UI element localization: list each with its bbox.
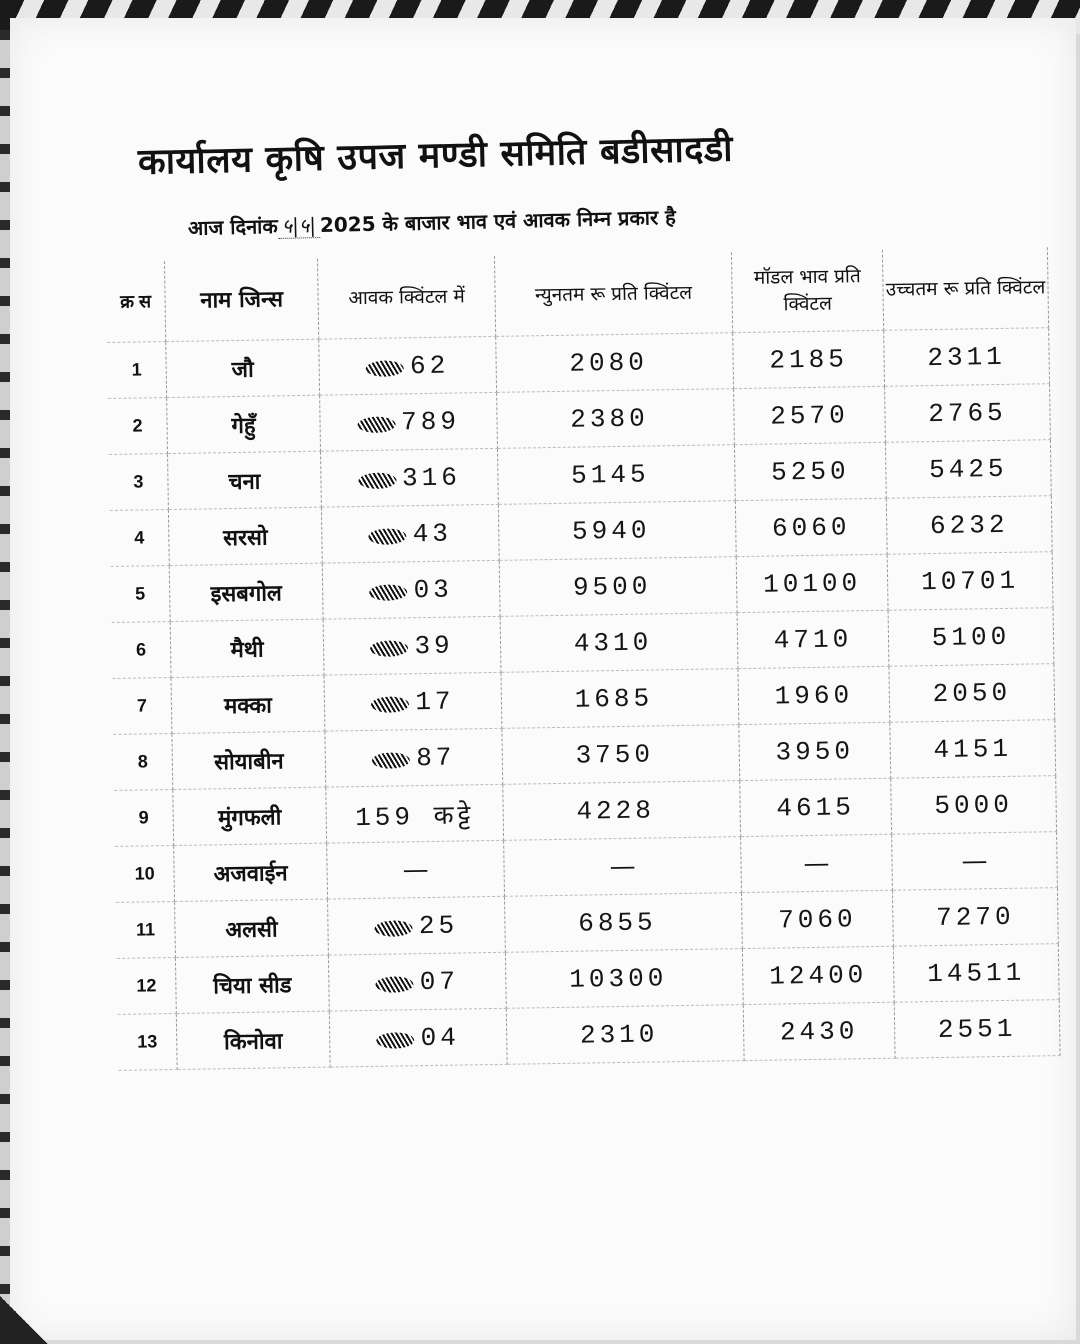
row-commodity: मैथी	[170, 619, 324, 677]
row-commodity: अलसी	[175, 899, 329, 957]
row-modal-price: 4615	[776, 791, 856, 824]
struck-out-scribble	[369, 528, 407, 545]
struck-out-scribble	[369, 584, 407, 601]
row-max-price: 10701	[920, 565, 1020, 597]
row-modal-price: 5250	[770, 455, 850, 488]
row-serial: 1	[107, 342, 166, 399]
row-serial: 10	[115, 846, 174, 903]
row-commodity: गेहुँ	[167, 395, 321, 453]
row-arrival: 25	[418, 910, 459, 941]
row-commodity: अजवाईन	[174, 843, 328, 901]
row-serial: 9	[114, 790, 173, 847]
row-arrival: —	[402, 854, 429, 885]
row-min-price: —	[609, 851, 636, 882]
struck-out-scribble	[370, 640, 408, 657]
row-arrival: 789	[400, 405, 461, 437]
row-min-price: 9500	[572, 570, 652, 603]
row-commodity: मक्का	[171, 675, 325, 733]
market-rate-table	[106, 247, 1055, 1068]
row-max-price: 4151	[933, 733, 1013, 765]
struck-out-scribble	[371, 696, 409, 713]
row-serial: 3	[109, 454, 168, 511]
row-serial: 5	[111, 566, 170, 623]
row-arrival: 07	[419, 966, 460, 997]
row-max-price: 2551	[937, 1013, 1017, 1045]
date-handwritten: ५|५|	[277, 213, 320, 239]
row-modal-price: 2430	[779, 1015, 859, 1048]
row-serial: 6	[112, 622, 171, 679]
row-min-price: 2080	[569, 347, 649, 379]
row-arrival: 87	[415, 742, 456, 773]
date-prefix: आज दिनांक	[187, 213, 278, 240]
row-min-price: 10300	[569, 962, 668, 995]
office-title: कार्यालय कृषि उपज मण्डी समिति बडीसादडी	[137, 128, 734, 183]
row-min-price: 3750	[575, 738, 655, 771]
header-max-price: उच्चतम रू प्रति क्विंटल	[882, 247, 1048, 330]
header-serial: क्र स	[106, 261, 166, 342]
row-max-price: 2311	[927, 341, 1007, 373]
row-arrival: 39	[414, 630, 454, 661]
row-max-price: —	[961, 845, 988, 877]
row-modal-price: 2185	[769, 343, 849, 376]
row-arrival: 316	[401, 461, 462, 493]
photo-corner-shadow	[0, 1284, 60, 1344]
struck-out-scribble	[376, 976, 414, 993]
row-serial: 8	[113, 734, 172, 791]
row-modal-price: 1960	[774, 679, 854, 712]
row-commodity: चना	[168, 451, 322, 509]
date-line	[188, 196, 968, 241]
row-min-price: 6855	[577, 906, 657, 939]
struck-out-scribble	[357, 416, 395, 433]
struck-out-scribble	[372, 752, 410, 769]
row-min-price: 5145	[570, 458, 650, 491]
row-max-price: 5425	[928, 453, 1008, 485]
row-max-price: 5000	[934, 789, 1014, 821]
row-commodity: सरसो	[168, 507, 322, 565]
row-serial: 4	[110, 510, 169, 567]
row-max-price: 2050	[932, 677, 1012, 709]
row-serial: 12	[117, 957, 176, 1014]
header-commodity: नाम जिन्स	[164, 259, 318, 342]
row-min-price: 1685	[574, 682, 654, 715]
row-min-price: 5940	[571, 514, 651, 547]
row-modal-price: 6060	[771, 511, 851, 544]
row-max-price: 2765	[928, 397, 1007, 429]
header-arrival: आवक क्विंटल में	[317, 256, 495, 339]
row-serial: 13	[118, 1013, 177, 1070]
row-arrival: 03	[413, 574, 454, 605]
date-suffix: के बाजार भाव एवं आवक निम्न प्रकार है	[382, 204, 676, 236]
struck-out-scribble	[358, 472, 396, 489]
row-min-price: 2310	[579, 1018, 659, 1051]
row-modal-price: 2570	[770, 399, 849, 432]
row-arrival: 43	[412, 518, 453, 549]
row-commodity: इसबगोल	[169, 563, 323, 621]
row-arrival: 62	[409, 350, 450, 381]
row-commodity: मुंगफली	[173, 787, 327, 845]
row-serial: 11	[116, 902, 175, 959]
header-min-price: न्युनतम रू प्रति क्विंटल	[494, 252, 732, 336]
struck-out-scribble	[377, 1032, 415, 1049]
table-header-row	[106, 247, 1049, 342]
header-modal-price: मॉडल भाव प्रति क्विंटल	[731, 250, 883, 333]
row-serial: 7	[113, 678, 172, 735]
row-min-price: 4310	[573, 626, 653, 659]
row-min-price: 4228	[576, 794, 656, 827]
row-commodity: किनोवा	[176, 1011, 330, 1069]
row-arrival: 159 कट्टे	[354, 800, 475, 833]
row-max-price: 5100	[931, 621, 1011, 653]
row-modal-price: 10100	[762, 567, 862, 600]
row-modal-price: 3950	[775, 735, 855, 768]
row-modal-price: 7060	[777, 903, 857, 936]
struck-out-scribble	[375, 920, 413, 937]
row-max-price: 7270	[935, 901, 1015, 933]
struck-out-scribble	[366, 360, 404, 377]
row-serial: 2	[108, 398, 167, 455]
row-min-price: 2380	[570, 402, 649, 435]
row-max-price: 14511	[927, 957, 1026, 989]
row-commodity: चिया सीड	[175, 955, 329, 1013]
row-commodity: सोयाबीन	[172, 731, 326, 789]
row-max-price: 6232	[929, 509, 1009, 541]
paper-sheet	[10, 18, 1076, 1340]
row-modal-price: 12400	[769, 959, 868, 992]
row-modal-price: —	[803, 848, 830, 879]
row-modal-price: 4710	[773, 623, 853, 656]
row-commodity: जौ	[166, 339, 320, 397]
row-arrival: 04	[420, 1022, 461, 1053]
row-arrival: 17	[415, 686, 455, 717]
date-year: 2025	[319, 211, 376, 238]
